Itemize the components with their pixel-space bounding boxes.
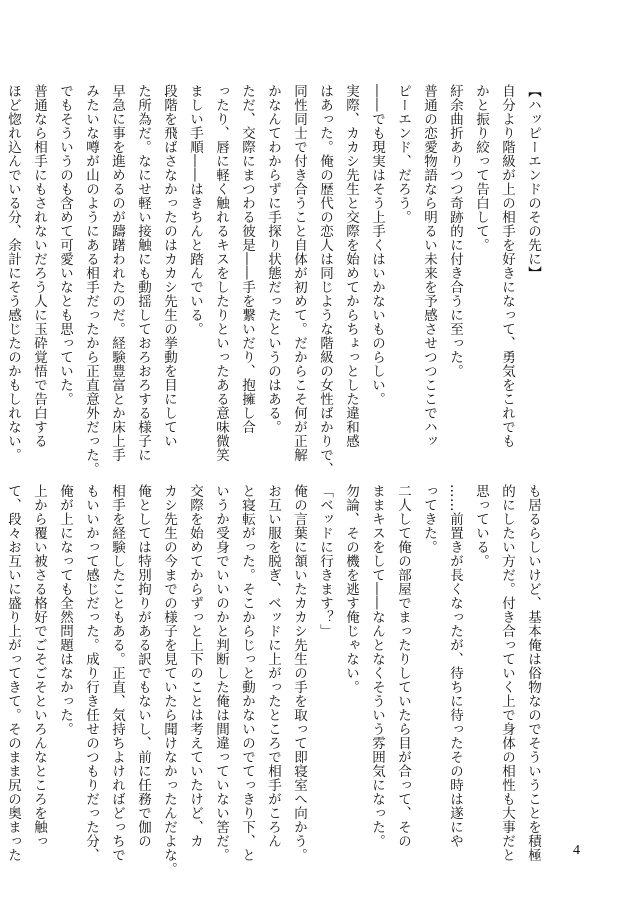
text-line: かなんてわからずに手探り状態だったというのはある。 xyxy=(265,84,281,434)
text-line: 的にしたい方だ。付き合っていく上で身体の相性も大事だと xyxy=(499,484,515,862)
text-line: ままキスをして――なんとなくそういう雰囲気になった。 xyxy=(369,484,385,848)
text-line: 普通の恋愛物語なら明るい未来を予感させつつここでハッ xyxy=(421,84,437,448)
text-line: はあった。俺の歴代の恋人は同じような階級の女性ばかりで、 xyxy=(317,84,333,476)
text-line: 俺が上になっても全然問題はなかった。 xyxy=(57,484,73,736)
text-line: 実際、カカシ先生と交際を始めてからちょっとした違和感 xyxy=(343,84,359,448)
text-line: ……前置きが長くなったが、待ちに待ったその時は遂にや xyxy=(447,484,463,848)
text-line: 相手を経験したこともある。正直、気持ちよければどっちで xyxy=(109,484,125,862)
text-line: もいいかって感じだった。成り行き任せのつもりだった分、 xyxy=(83,484,99,862)
text-line: 自分より階級が上の相手を好きになって、勇気をこれでも xyxy=(499,84,515,448)
text-line: 思っている。 xyxy=(473,484,489,568)
text-line: ほど惚れ込んでいる分、余計にそう感じたのかもしれない。 xyxy=(5,84,21,462)
text-column-upper xyxy=(5,84,546,476)
text-line: ――でも現実はそう上手くはいかないものらしい。 xyxy=(369,84,385,406)
text-line: 勿論、その機を逃す俺じゃない。 xyxy=(343,484,359,694)
text-line: 紆余曲折ありつつ奇跡的に付き合うに至った。 xyxy=(447,84,463,378)
text-line: ったり、唇に軽く触れるキスをしたりといったある意味微笑 xyxy=(213,84,229,462)
text-line: ってきた。 xyxy=(421,484,437,554)
text-line: ピーエンド、だろう。 xyxy=(395,84,411,224)
text-line: 【ハッピーエンドのその先に】 xyxy=(525,84,541,280)
text-line: 同性同士で付き合うこと自体が初めて。だからこそ何が正解 xyxy=(291,84,307,462)
text-line: カシ先生の今までの様子を見ていたら聞けなかったんだよな。 xyxy=(161,484,177,876)
text-line: て、段々お互いに盛り上がってきて。そのまま尻の奥まった xyxy=(5,484,21,862)
text-line: 段階を飛ばさなかったのはカカシ先生の挙動を目にしてい xyxy=(161,84,177,448)
text-line: お互い服を脱ぎ、ベッドに上がったところで相手がころん xyxy=(265,484,281,848)
text-line: 普通なら相手にもされないだろう人に玉砕覚悟で告白する xyxy=(31,84,47,448)
text-line: 俺としては特別拘りがある訳でもないし、前に任務で伽の xyxy=(135,484,151,848)
text-line: みたいな噂が山のようにある相手だったから正直意外だった。 xyxy=(83,84,99,476)
text-line: 早急に事を進めるのが躊躇われたのだ。経験豊富とか床上手 xyxy=(109,84,125,462)
text-line: 上から覆い被さる格好でごそごそといろんなところを触っ xyxy=(31,484,47,848)
text-line: 交際を始めてからずっと上下のことは考えていたけど、カ xyxy=(187,484,203,848)
text-line: 二人して俺の部屋でまったりしていたら目が合って、その xyxy=(395,484,411,848)
text-line: も居るらしいけど、基本俺は俗物なのでそういうことを積極 xyxy=(525,484,541,862)
text-line: ただ、交際にまつわる彼是――手を繋いだり、抱擁し合 xyxy=(239,84,255,434)
text-line: と寝転がった。そこからじっと動かないのでてっきり下、と xyxy=(239,484,255,862)
text-column-lower xyxy=(5,484,546,876)
text-line: ましい手順――はきちんと踏んでいる。 xyxy=(187,84,203,336)
text-line: た所為だ。なにせ軽い接触にも動揺しておろおろする様子に xyxy=(135,84,151,462)
text-line: 「ベッドに行きます？」 xyxy=(317,484,333,638)
page-number: 4 xyxy=(573,843,580,858)
text-line: かと振り絞って告白して。 xyxy=(473,84,489,252)
text-line: いうか受身でいいのかと判断した俺は間違っていない筈だ。 xyxy=(213,484,229,862)
text-line: でもそういうのも含めて可愛いなとも思っていた。 xyxy=(57,84,73,406)
text-line: 俺の言葉に頷いたカカシ先生の手を取って即寝室へ向かう。 xyxy=(291,484,307,862)
